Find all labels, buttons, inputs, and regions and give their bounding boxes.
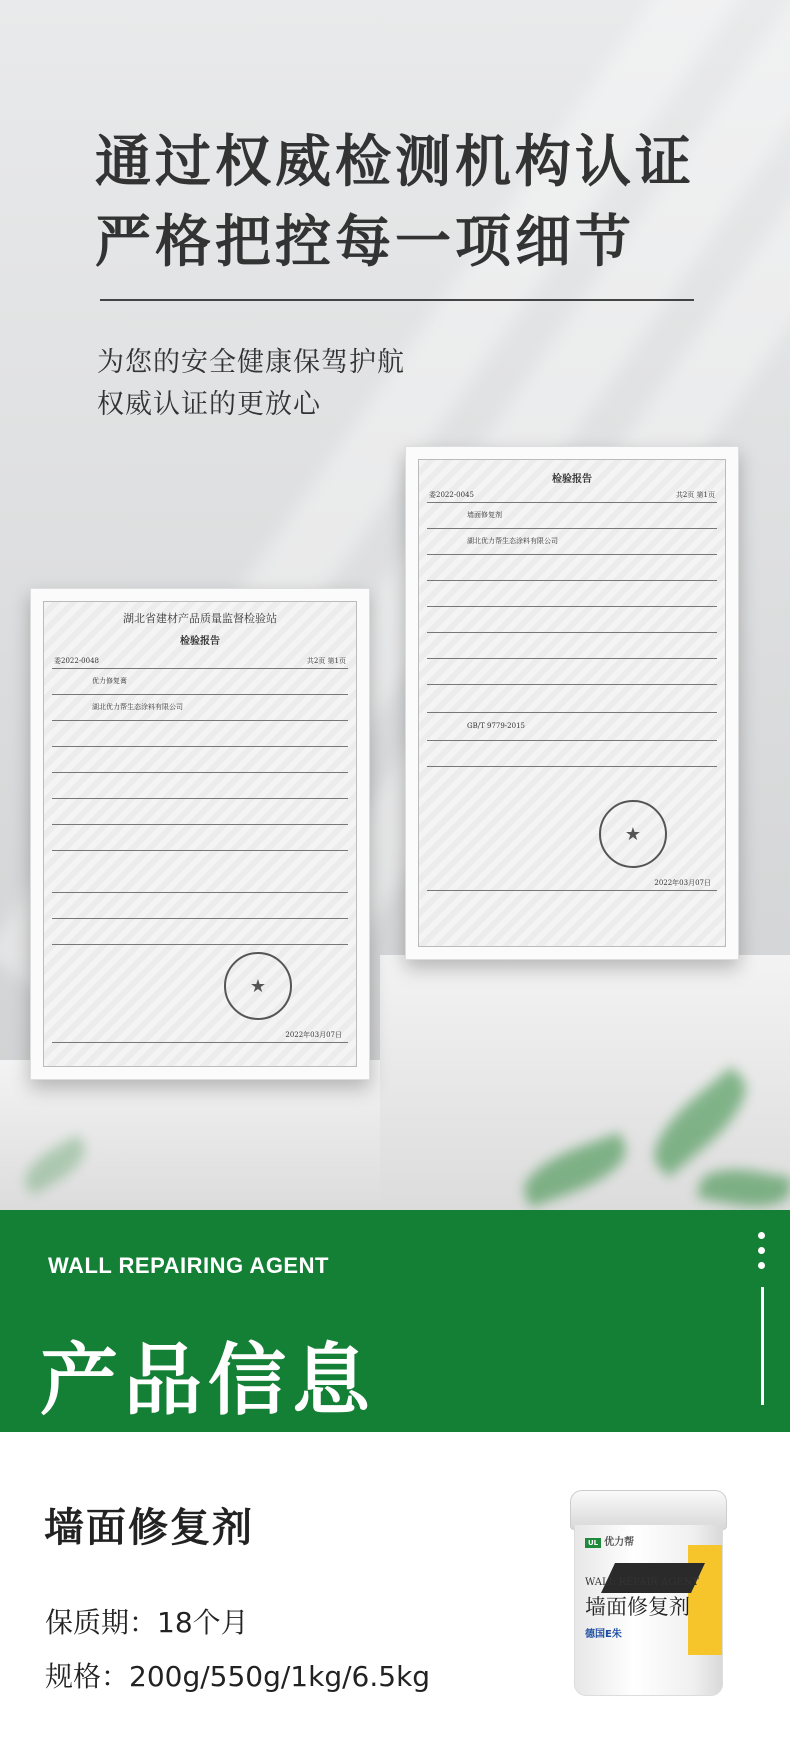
hero-title-line1: 通过权威检测机构认证 [95, 130, 695, 195]
hero-subtitle-line1: 为您的安全健康保驾护航 [97, 347, 405, 378]
certificate-title: 检验报告 [552, 474, 592, 485]
product-shelf-life: 保质期：18个月 [45, 1606, 249, 1639]
jar-chinese-label: 墙面修复剂 [585, 1595, 690, 1619]
band-chinese-title: 产品信息 [40, 1336, 377, 1426]
seal-stamp-icon: ★ [599, 800, 667, 868]
seal-stamp-icon: ★ [224, 952, 292, 1020]
dot-icon [758, 1232, 765, 1239]
jar-english-label: WALL REPAIR AGENT [585, 1577, 699, 1588]
certificate-pages: 共2页 第1页 [675, 491, 715, 499]
certificate-client: 湖北优力帮生态涂料有限公司 [467, 537, 558, 545]
jar-body [574, 1524, 723, 1696]
certificate-product: 优力修复膏 [92, 677, 127, 685]
certificate-number: 委2022-0048 [54, 657, 99, 665]
certificate-standard: GB/T 9779-2015 [467, 722, 525, 730]
hero-subtitle-line2: 权威认证的更放心 [97, 389, 321, 420]
dot-icon [758, 1262, 765, 1269]
band-english-title: WALL REPAIRING AGENT [48, 1253, 329, 1278]
certificate-right [405, 446, 739, 960]
band-vertical-line [761, 1287, 764, 1405]
certificate-header: 湖北省建材产品质量监督检验站 [123, 612, 277, 625]
jar-logo: UL 优力帮 [585, 1533, 634, 1548]
certificate-title: 检验报告 [180, 636, 220, 647]
certificate-date: 2022年03月07日 [654, 879, 711, 887]
hero-title-line2: 严格把控每一项细节 [95, 210, 635, 275]
product-spec: 规格：200g/550g/1kg/6.5kg [45, 1660, 431, 1693]
certificate-left [30, 588, 370, 1080]
product-name: 墙面修复剂 [44, 1505, 254, 1551]
title-divider [100, 299, 694, 301]
dot-icon [758, 1247, 765, 1254]
certificate-client: 湖北优力帮生态涂料有限公司 [92, 703, 183, 711]
jar-brand: 德国E朱 [585, 1629, 622, 1640]
certificate-product: 墙面修复剂 [467, 511, 502, 519]
product-jar-image [570, 1490, 725, 1700]
certificate-number: 委2022-0045 [429, 491, 474, 499]
certificate-pages: 共2页 第1页 [306, 657, 346, 665]
certificate-date: 2022年03月07日 [285, 1031, 342, 1039]
